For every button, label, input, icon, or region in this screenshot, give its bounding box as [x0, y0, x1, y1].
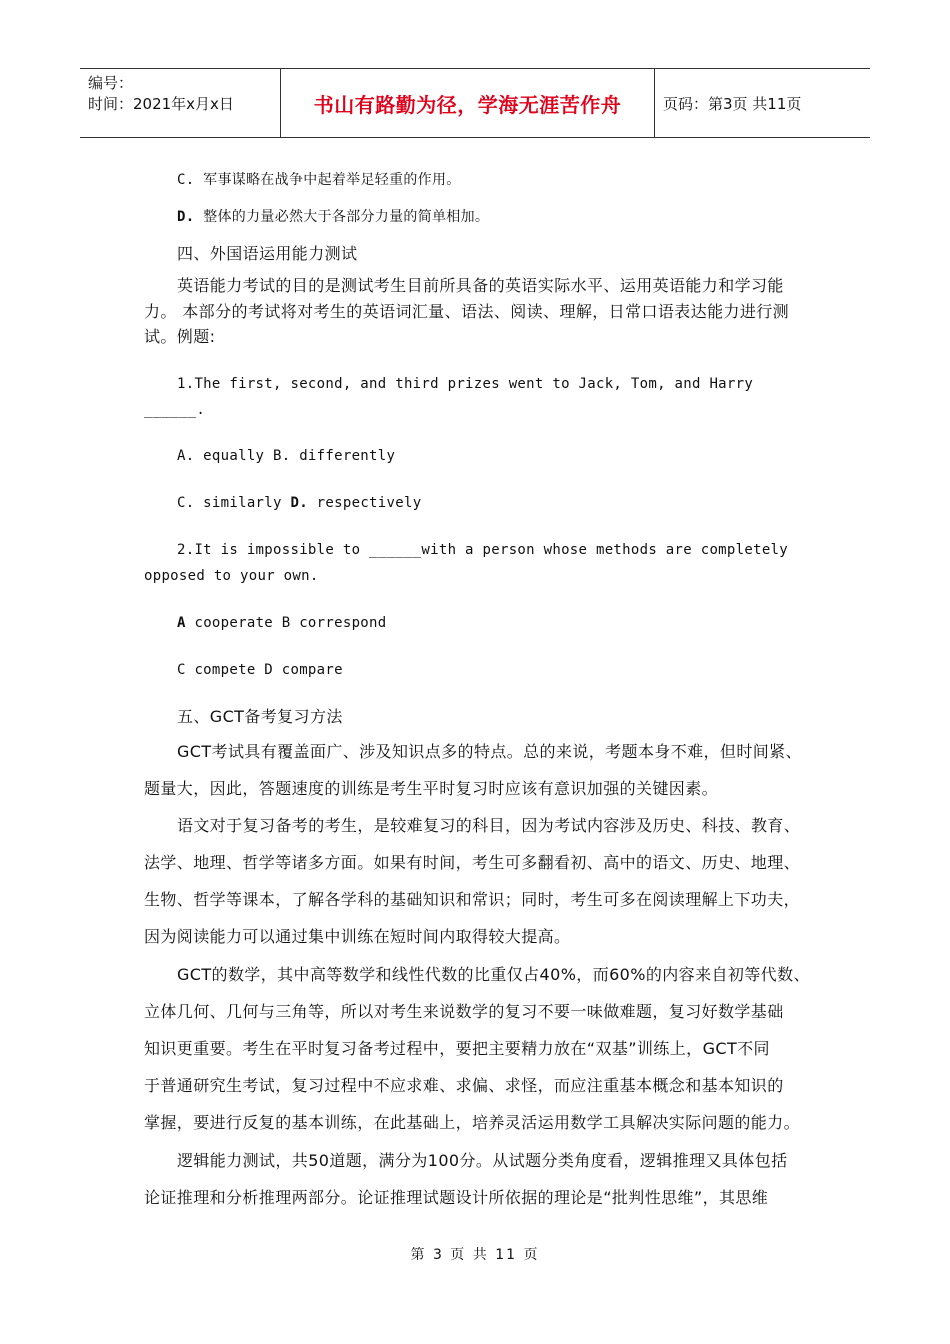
question-2-stem: 2.It is impossible to ______with a person whose methods are completely: [177, 542, 789, 558]
paragraph-line: 生物、哲学等课本，了解各学科的基础知识和常识；同时，考生可多在阅读理解上下功夫，: [144, 890, 801, 909]
header-meta: [80, 69, 281, 137]
question-2-options-ab-text: cooperate B correspond: [185, 615, 387, 631]
question-2-option-a-letter: A: [177, 615, 186, 631]
paragraph-line: 知识更重要。考生在平时复习备考过程中，要把主要精力放在“双基”训练上，GCT不同: [144, 1039, 770, 1058]
question-1-option-d-letter: D.: [290, 495, 308, 511]
section-5-title: 五、GCT备考复习方法: [177, 707, 343, 726]
question-2-options-ab: [177, 611, 387, 635]
section-4-paragraph-line: 英语能力考试的目的是测试考生目前所具备的英语实际水平、运用英语能力和学习能: [177, 276, 784, 295]
paragraph-line: GCT考试具有覆盖面广、涉及知识点多的特点。总的来说，考题本身不难，但时间紧、: [177, 742, 802, 761]
question-1-option-d: respectively: [307, 495, 422, 511]
paragraph-line: 论证推理和分析推理两部分。论证推理试题设计所依据的理论是“批判性思维”，其思维: [144, 1188, 769, 1207]
paragraph-line: 题量大，因此，答题速度的训练是考生平时复习时应该有意识加强的关键因素。: [144, 779, 719, 798]
paragraph-line: 法学、地理、哲学等诸多方面。如果有时间，考生可多翻看初、高中的语文、历史、地理、: [144, 853, 801, 872]
number-label: 编号：: [88, 74, 134, 92]
option-d-letter: D.: [177, 209, 195, 225]
paragraph-line: 因为阅读能力可以通过集中训练在短时间内取得较大提高。: [144, 927, 571, 946]
section-4-paragraph-line: 试。例题:: [144, 327, 216, 346]
paragraph-line: 掌握，要进行反复的基本训练，在此基础上，培养灵活运用数学工具解决实际问题的能力。: [144, 1113, 801, 1132]
page-header: [80, 68, 870, 138]
paragraph-line: GCT的数学，其中高等数学和线性代数的比重仅占40%，而60%的内容来自初等代数、: [177, 965, 810, 984]
question-1-stem: 1.The first, second, and third prizes went to Jack, Tom, and Harry: [177, 376, 754, 392]
header-page-info: 页码：第3页 共11页: [663, 94, 802, 113]
paragraph-line: 立体几何、几何与三角等，所以对考生来说数学的复习不要一味做难题，复习好数学基础: [144, 1002, 784, 1021]
question-2-options-cd: C compete D compare: [177, 662, 343, 678]
section-4-title: 四、外国语运用能力测试: [177, 244, 358, 263]
option-c-military: C. 军事谋略在战争中起着举足轻重的作用。: [177, 172, 461, 188]
question-1-option-c: C. similarly: [177, 495, 291, 511]
paragraph-line: 逻辑能力测试，共50道题，满分为100分。从试题分类角度看，逻辑推理又具体包括: [177, 1151, 788, 1170]
question-1-blank: ______.: [144, 402, 206, 418]
question-2-stem-cont: opposed to your own.: [144, 568, 319, 584]
option-d-text: 整体的力量必然大于各部分力量的简单相加。: [194, 209, 490, 225]
time-label: 时间：2021年x月x日: [88, 95, 234, 113]
paragraph-line: 于普通研究生考试，复习过程中不应求难、求偏、求怪，而应注重基本概念和基本知识的: [144, 1076, 784, 1095]
page-footer: 第 3 页 共 11 页: [410, 1247, 540, 1263]
section-4-paragraph-line: 力。 本部分的考试将对考生的英语词汇量、语法、阅读、理解，日常口语表达能力进行测: [144, 302, 790, 321]
question-1-options-ab: A. equally B. differently: [177, 448, 396, 464]
question-1-options-cd: [177, 491, 421, 515]
header-motto: 书山有路勤为径，学海无涯苦作舟: [281, 69, 655, 137]
paragraph-line: 语文对于复习备考的考生，是较难复习的科目，因为考试内容涉及历史、科技、教育、: [177, 816, 801, 835]
option-d-military: [177, 205, 489, 229]
